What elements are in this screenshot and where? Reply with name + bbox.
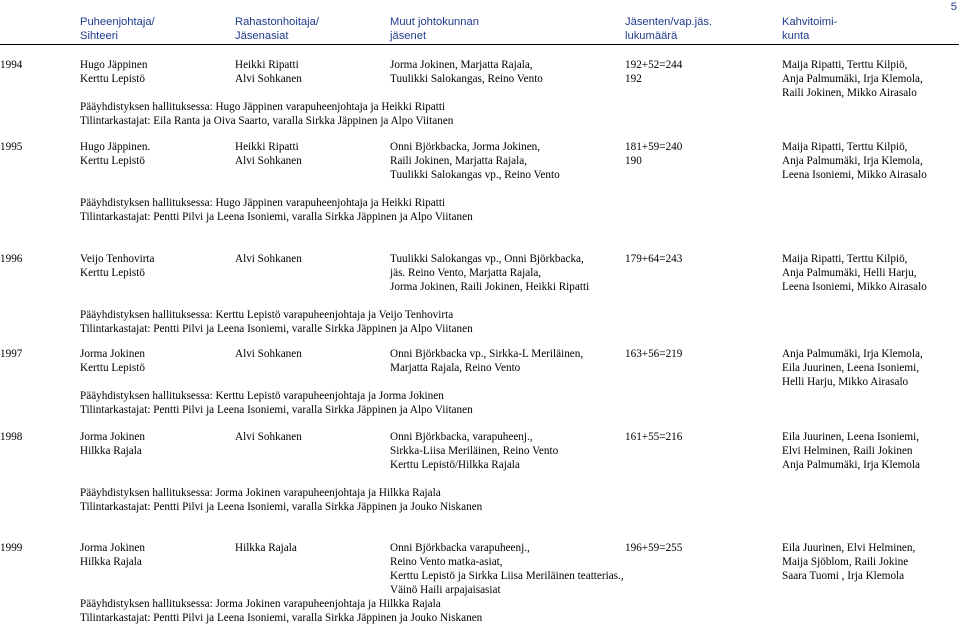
auditors-note: Tilintarkastajat: Pentti Pilvi ja Leena Isoniemi, varalla Sirkka Jäppinen ja Jouko Niskanen xyxy=(80,612,483,624)
members-line: Onni Björkbacka, Jorma Jokinen, xyxy=(390,141,541,153)
year-label: 1997 xyxy=(0,348,23,360)
count-line: 181+59=240 xyxy=(625,141,683,153)
header-members: jäsenet xyxy=(390,30,427,42)
members-line: Tuulikki Salokangas vp., Onni Björkbacka, xyxy=(390,253,584,265)
treasurer-line: Hilkka Rajala xyxy=(235,542,297,554)
members-line: Kerttu Lepistö ja Sirkka Liisa Meriläinen teatterias., xyxy=(390,570,624,582)
chair-line: Hilkka Rajala xyxy=(80,556,142,568)
page-number: 5 xyxy=(950,1,957,13)
board-note: Pääyhdistyksen hallituksessa: Hugo Jäppinen varapuheenjohtaja ja Heikki Ripatti xyxy=(80,197,446,209)
coffee-line: Maija Sjöblom, Raili Jokine xyxy=(782,556,909,568)
coffee-line: Maija Ripatti, Terttu Kilpiö, xyxy=(782,253,908,265)
count-line: 179+64=243 xyxy=(625,253,683,265)
coffee-line: Saara Tuomi , Irja Klemola xyxy=(782,570,905,582)
auditors-note: Tilintarkastajat: Pentti Pilvi ja Leena Isoniemi, varalla Sirkka Jäppinen ja Jouko Niskanen xyxy=(80,501,483,513)
treasurer-line: Alvi Sohkanen xyxy=(235,73,302,85)
members-line: Reino Vento matka-asiat, xyxy=(390,556,503,568)
coffee-line: Eila Juurinen, Elvi Helminen, xyxy=(782,542,916,554)
header-member-affairs: Jäsenasiat xyxy=(235,30,289,42)
treasurer-line: Alvi Sohkanen xyxy=(235,431,302,443)
members-line: Onni Björkbacka, varapuheenj., xyxy=(390,431,533,443)
members-line: Kerttu Lepistö/Hilkka Rajala xyxy=(390,459,520,471)
year-label: 1994 xyxy=(0,59,23,71)
members-line: Raili Jokinen, Marjatta Rajala, xyxy=(390,155,528,167)
header-rule xyxy=(0,44,959,45)
members-line: Jorma Jokinen, Marjatta Rajala, xyxy=(390,59,533,71)
members-line: Onni Björkbacka vp., Sirkka-L Meriläinen, xyxy=(390,348,584,360)
members-line: Jorma Jokinen, Raili Jokinen, Heikki Ripatti xyxy=(390,281,590,293)
treasurer-line: Alvi Sohkanen xyxy=(235,348,302,360)
board-note: Pääyhdistyksen hallituksessa: Kerttu Lepistö varapuheenjohtaja ja Veijo Tenhovirta xyxy=(80,309,454,321)
members-line: jäs. Reino Vento, Marjatta Rajala, xyxy=(390,267,542,279)
chair-line: Hilkka Rajala xyxy=(80,445,142,457)
coffee-line: Anja Palmumäki, Irja Klemola, xyxy=(782,348,923,360)
coffee-line: Leena Isoniemi, Mikko Airasalo xyxy=(782,169,927,181)
header-other-board: Muut johtokunnan xyxy=(390,16,479,28)
auditors-note: Tilintarkastajat: Pentti Pilvi ja Leena Isoniemi, varalla Sirkka Jäppinen ja Alpo Viitanen xyxy=(80,404,473,416)
members-line: Tuulikki Salokangas, Reino Vento xyxy=(390,73,543,85)
chair-line: Kerttu Lepistö xyxy=(80,362,145,374)
count-line: 192+52=244 xyxy=(625,59,683,71)
chair-line: Kerttu Lepistö xyxy=(80,155,145,167)
members-line: Sirkka-Liisa Meriläinen, Reino Vento xyxy=(390,445,559,457)
coffee-line: Maija Ripatti, Terttu Kilpiö, xyxy=(782,59,908,71)
header-count-label: lukumäärä xyxy=(625,30,678,42)
year-label: 1998 xyxy=(0,431,23,443)
members-line: Marjatta Rajala, Reino Vento xyxy=(390,362,521,374)
table-header xyxy=(0,15,959,45)
chair-line: Hugo Jäppinen xyxy=(80,59,148,71)
header-chair: Puheenjohtaja/ xyxy=(80,16,155,28)
header-member-count: Jäsenten/vap.jäs. xyxy=(625,16,713,28)
chair-line: Kerttu Lepistö xyxy=(80,73,145,85)
coffee-line: Anja Palmumäki, Irja Klemola xyxy=(782,459,920,471)
chair-line: Jorma Jokinen xyxy=(80,348,145,360)
count-line: 192 xyxy=(625,73,642,85)
coffee-line: Eila Juurinen, Leena Isoniemi, xyxy=(782,362,920,374)
coffee-line: Anja Palmumäki, Helli Harju, xyxy=(782,267,917,279)
count-line: 163+56=219 xyxy=(625,348,683,360)
auditors-note: Tilintarkastajat: Pentti Pilvi ja Leena Isoniemi, varalla Sirkka Jäppinen ja Alpo Viitanen xyxy=(80,211,473,223)
coffee-line: Leena Isoniemi, Mikko Airasalo xyxy=(782,281,927,293)
chair-line: Jorma Jokinen xyxy=(80,542,145,554)
members-line: Väinö Haili arpajaisasiat xyxy=(390,584,501,596)
coffee-line: Raili Jokinen, Mikko Airasalo xyxy=(782,87,917,99)
treasurer-line: Alvi Sohkanen xyxy=(235,253,302,265)
count-line: 161+55=216 xyxy=(625,431,683,443)
year-label: 1996 xyxy=(0,253,23,265)
coffee-line: Helli Harju, Mikko Airasalo xyxy=(782,376,909,388)
members-line: Tuulikki Salokangas vp., Reino Vento xyxy=(390,169,560,181)
members-line: Onni Björkbacka varapuheenj., xyxy=(390,542,530,554)
header-coffee: Kahvitoimi- xyxy=(782,16,838,28)
coffee-line: Maija Ripatti, Terttu Kilpiö, xyxy=(782,141,908,153)
count-line: 190 xyxy=(625,155,642,167)
coffee-line: Anja Palmumäki, Irja Klemola, xyxy=(782,73,923,85)
header-treasurer: Rahastonhoitaja/ xyxy=(235,16,319,28)
year-label: 1995 xyxy=(0,141,23,153)
header-coffee-2: kunta xyxy=(782,30,810,42)
board-note: Pääyhdistyksen hallituksessa: Kerttu Lepistö varapuheenjohtaja ja Jorma Jokinen xyxy=(80,390,444,402)
coffee-line: Eila Juurinen, Leena Isoniemi, xyxy=(782,431,920,443)
auditors-note: Tilintarkastajat: Pentti Pilvi ja Leena Isoniemi, varalle Sirkka Jäppinen ja Alpo Viitanen xyxy=(80,323,473,335)
count-line: 196+59=255 xyxy=(625,542,683,554)
board-note: Pääyhdistyksen hallituksessa: Jorma Jokinen varapuheenjohtaja ja Hilkka Rajala xyxy=(80,487,441,499)
chair-line: Jorma Jokinen xyxy=(80,431,145,443)
coffee-line: Anja Palmumäki, Irja Klemola, xyxy=(782,155,923,167)
chair-line: Veijo Tenhovirta xyxy=(80,253,155,265)
chair-line: Kerttu Lepistö xyxy=(80,267,145,279)
year-label: 1999 xyxy=(0,542,23,554)
treasurer-line: Heikki Ripatti xyxy=(235,141,299,153)
treasurer-line: Heikki Ripatti xyxy=(235,59,299,71)
board-note: Pääyhdistyksen hallituksessa: Jorma Jokinen varapuheenjohtaja ja Hilkka Rajala xyxy=(80,598,441,610)
treasurer-line: Alvi Sohkanen xyxy=(235,155,302,167)
header-secretary: Sihteeri xyxy=(80,30,118,42)
chair-line: Hugo Jäppinen. xyxy=(80,141,151,153)
board-note: Pääyhdistyksen hallituksessa: Hugo Jäppinen varapuheenjohtaja ja Heikki Ripatti xyxy=(80,101,446,113)
coffee-line: Elvi Helminen, Raili Jokinen xyxy=(782,445,913,457)
auditors-note: Tilintarkastajat: Eila Ranta ja Oiva Saarto, varalla Sirkka Jäppinen ja Alpo Viitanen xyxy=(80,115,454,127)
